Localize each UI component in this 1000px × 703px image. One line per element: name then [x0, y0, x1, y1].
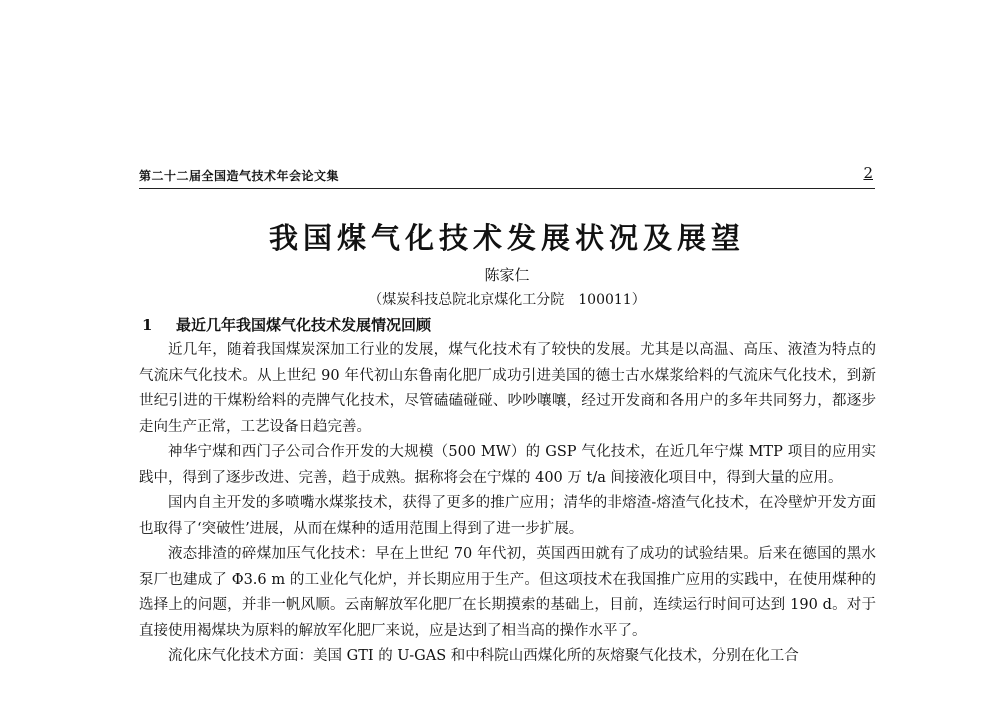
- paragraph: 神华宁煤和西门子公司合作开发的大规模（500 MW）的 GSP 气化技术，在近几年宁煤 MTP 项目的应用实践中，得到了逐步改进、完善，趋于成熟。据称将会在宁煤的 400 万 t/a 间接液化项目中，得到大量的应用。: [139, 444, 876, 486]
- section-heading: [142, 314, 431, 335]
- paragraph: 国内自主开发的多喷嘴水煤浆技术，获得了更多的推广应用；清华的非熔渣-熔渣气化技术，在冷壁炉开发方面也取得了‘突破性’进展，从而在煤种的适用范围上得到了进一步扩展。: [139, 495, 876, 537]
- paragraph: 液态排渣的碎煤加压气化技术：早在上世纪 70 年代初，英国西田就有了成功的试验结果。后来在德国的黑水泵厂也建成了 Φ3.6 m 的工业化气化炉，并长期应用于生产。但这项技术在我国推广应用的实践中，在使用煤种的选择上的问题，并非一帆风顺。云南解放军化肥厂在长期摸索的基础上，目前，连续运行时间可达到 190 d。对于直接使用褐煤块为原料的解放军化肥厂来说，应是达到了相当高的操作水平了。: [139, 546, 876, 639]
- page-number: 2: [863, 164, 873, 182]
- paragraph: 流化床气化技术方面：美国 GTI 的 U-GAS 和中科院山西煤化所的灰熔聚气化技术，分别在化工合: [168, 648, 799, 664]
- body-text: [139, 338, 876, 670]
- author-affiliation: （煤炭科技总院北京煤化工分院 100011）: [368, 292, 646, 308]
- running-header: [139, 166, 875, 189]
- section-number: 1: [142, 316, 153, 334]
- journal-name: 第二十二届全国造气技术年会论文集: [139, 169, 340, 183]
- section-title: 最近几年我国煤气化技术发展情况回顾: [176, 316, 432, 334]
- paragraph: 近几年，随着我国煤炭深加工行业的发展，煤气化技术有了较快的发展。尤其是以高温、高压、液渣为特点的气流床气化技术。从上世纪 90 年代初山东鲁南化肥厂成功引进美国的德士古水煤浆给料的气流床气化技术，到新世纪引进的干煤粉给料的壳牌气化技术，尽管磕磕碰碰、吵吵嚷嚷，经过开发商和各用户的多年共同努力，都逐步走向生产正常，工艺设备日趋完善。: [139, 342, 876, 435]
- author-name: 陈家仁: [484, 266, 530, 284]
- paper-title: 我国煤气化技术发展状况及展望: [268, 221, 745, 255]
